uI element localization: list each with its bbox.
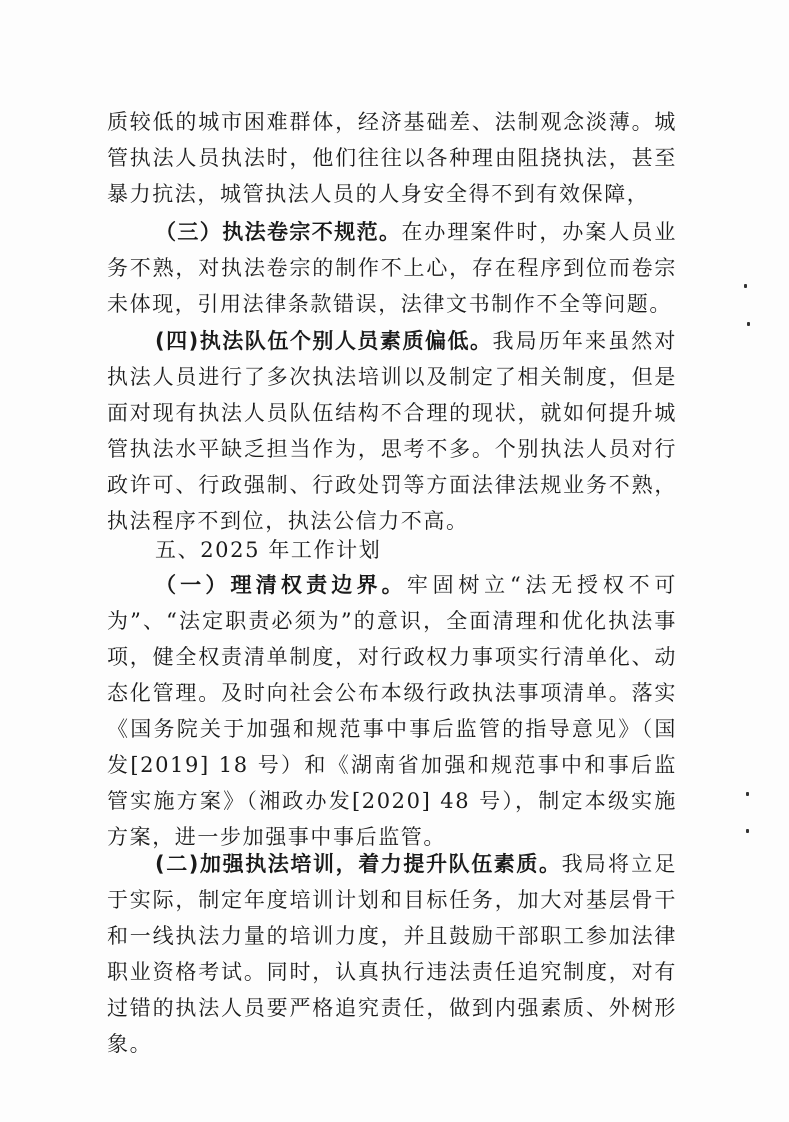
section-5-title <box>107 532 677 568</box>
paragraph-4 <box>107 567 677 855</box>
paragraph-5-text: 我局将立足于实际，制定年度培训计划和目标任务，加大对基层骨干和一线执法力量的培训力度，并且鼓励干部职工参加法律职业资格考试。同时，认真执行违法责任追究制度，对有过错的执法人员要严格追究责任，做到内强素质、外树形象。 <box>107 852 677 1056</box>
paragraph-4-text: 牢固树立“法无授权不可为”、“法定职责必须为”的意识，全面清理和优化执法事项，健全权责清单制度，对行政权力事项实行清单化、动态化管理。及时向社会公布本级行政执法事项清单。落实《国务院关于加强和规范事中事后监管的指导意见》（国发[2019] 18 号）和《湖南省加强和规范事中和事后监管实施方案》（湘政办发[2020] 48 号），制定本级实施方案，进一步加强事中事后监管。 <box>107 573 677 849</box>
paragraph-1 <box>107 104 677 212</box>
paragraph-2 <box>107 214 677 322</box>
paragraph-5-heading: (二)加强执法培训，着力提升队伍素质。 <box>155 852 562 876</box>
paragraph-5 <box>107 846 677 1062</box>
paragraph-4-heading: （一）理清权责边界。 <box>155 573 407 597</box>
scan-speck <box>746 829 749 833</box>
scan-speck <box>746 792 749 796</box>
paragraph-3 <box>107 323 677 539</box>
section-5-title-text: 五、2025 年工作计划 <box>155 538 382 562</box>
scan-speck <box>744 284 747 288</box>
paragraph-3-heading: (四)执法队伍个别人员素质偏低。 <box>155 329 493 353</box>
scan-speck <box>747 322 750 326</box>
paragraph-2-heading: （三）执法卷宗不规范。 <box>155 220 402 244</box>
paragraph-2-text: 在办理案件时，办案人员业务不熟，对执法卷宗的制作不上心，存在程序到位而卷宗未体现，引用法律条款错误，法律文书制作不全等问题。 <box>107 220 678 316</box>
paragraph-3-text: 我局历年来虽然对执法人员进行了多次执法培训以及制定了相关制度，但是面对现有执法人员队伍结构不合理的现状，就如何提升城管执法水平缺乏担当作为，思考不多。个别执法人员对行政许可、行政强制、行政处罚等方面法律法规业务不熟，执法程序不到位，执法公信力不高。 <box>107 329 677 533</box>
paragraph-1-text: 质较低的城市困难群体，经济基础差、法制观念淡薄。城管执法人员执法时，他们往往以各种理由阻挠执法，甚至暴力抗法，城管执法人员的人身安全得不到有效保障， <box>107 110 677 206</box>
